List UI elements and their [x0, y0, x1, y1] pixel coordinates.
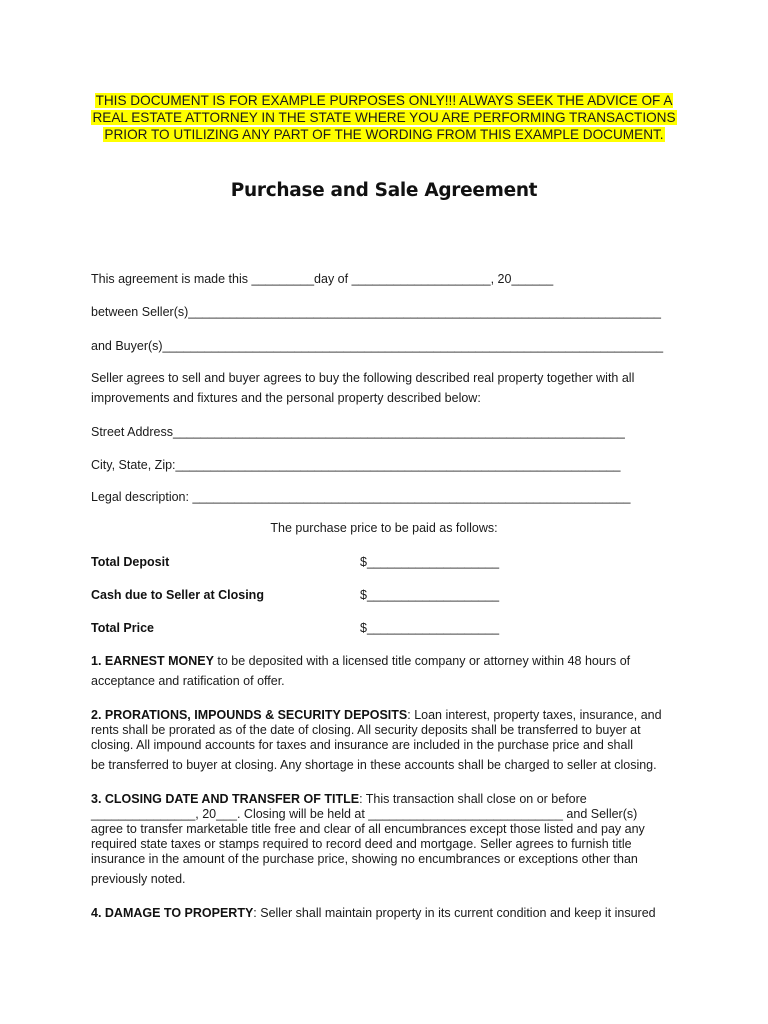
buyer-line: and Buyer(s)________________________________________________________________________ — [91, 339, 664, 353]
total-price-label: Total Price — [91, 621, 154, 635]
cash-due-label: Cash due to Seller at Closing — [91, 588, 264, 602]
section-earnest-money — [91, 651, 671, 691]
section-3-heading: 3. CLOSING DATE AND TRANSFER OF TITLE — [91, 792, 360, 806]
section-1-heading: 1. EARNEST MONEY — [91, 654, 214, 668]
street-address-line: Street Address_________________________________________________________________ — [91, 425, 625, 439]
document-title: Purchase and Sale Agreement — [230, 180, 538, 201]
section-closing-date — [91, 792, 671, 887]
property-intro: Seller agrees to sell and buyer agrees to buy the following described real property together with all improvements and fixtures and the personal property described below: — [91, 371, 635, 405]
section-damage-to-property — [91, 903, 671, 923]
disclaimer-text: THIS DOCUMENT IS FOR EXAMPLE PURPOSES ONLY!!! ALWAYS SEEK THE ADVICE OF A REAL ESTATE ATTORNEY IN THE STATE WHERE YOU ARE PERFORMING TRANSACTIONS PRIOR TO UTILIZING ANY PART OF THE WORDING FROM THIS EXAMPLE DOCUMENT. — [92, 93, 676, 142]
section-1-text: to be deposited with a licensed title company or attorney within 48 hours of acceptance and ratification of offer. — [91, 654, 631, 688]
purchase-price-heading: The purchase price to be paid as follows: — [270, 521, 498, 535]
section-4-text: : Seller shall maintain property in its current condition and keep it insured — [253, 906, 656, 920]
legal-description-line: Legal description: _______________________________________________________________ — [91, 490, 631, 504]
section-2-last-line: be transferred to buyer at closing. Any shortage in these accounts shall be charged to seller at closing. — [91, 758, 657, 772]
section-2-heading: 2. PRORATIONS, IMPOUNDS & SECURITY DEPOSITS — [91, 708, 408, 722]
total-price-value: $___________________ — [360, 621, 500, 635]
section-2-text: : Loan interest, property taxes, insurance, and rents shall be prorated as of the date of closing. All security deposits shall be transferred to buyer at closing. All impound accounts for taxes and insurance are included in the purchase price and shall — [91, 708, 662, 752]
disclaimer-notice — [84, 92, 684, 143]
seller-line: between Seller(s)____________________________________________________________________ — [91, 305, 661, 319]
total-deposit-value: $___________________ — [360, 555, 500, 569]
section-4-heading: 4. DAMAGE TO PROPERTY — [91, 906, 254, 920]
total-deposit-label: Total Deposit — [91, 555, 170, 569]
cash-due-value: $___________________ — [360, 588, 500, 602]
section-prorations — [91, 708, 671, 773]
city-state-zip-line: City, State, Zip:________________________________________________________________ — [91, 458, 621, 472]
section-3-text: : This transaction shall close on or before _______________, 20___. Closing will be held at ____________________________ and Seller(s) agree to transfer marketable title free and clear of all encumbrances except those listed and pay any required state taxes or stamps required to record deed and mortgage. Seller agrees to furnish title insurance in the amount of the purchase price, showing no encumbrances or exceptions other than — [91, 792, 645, 866]
agreement-date-line: This agreement is made this _________day of ____________________, 20______ — [91, 272, 554, 286]
section-3-last-line: previously noted. — [91, 872, 186, 886]
